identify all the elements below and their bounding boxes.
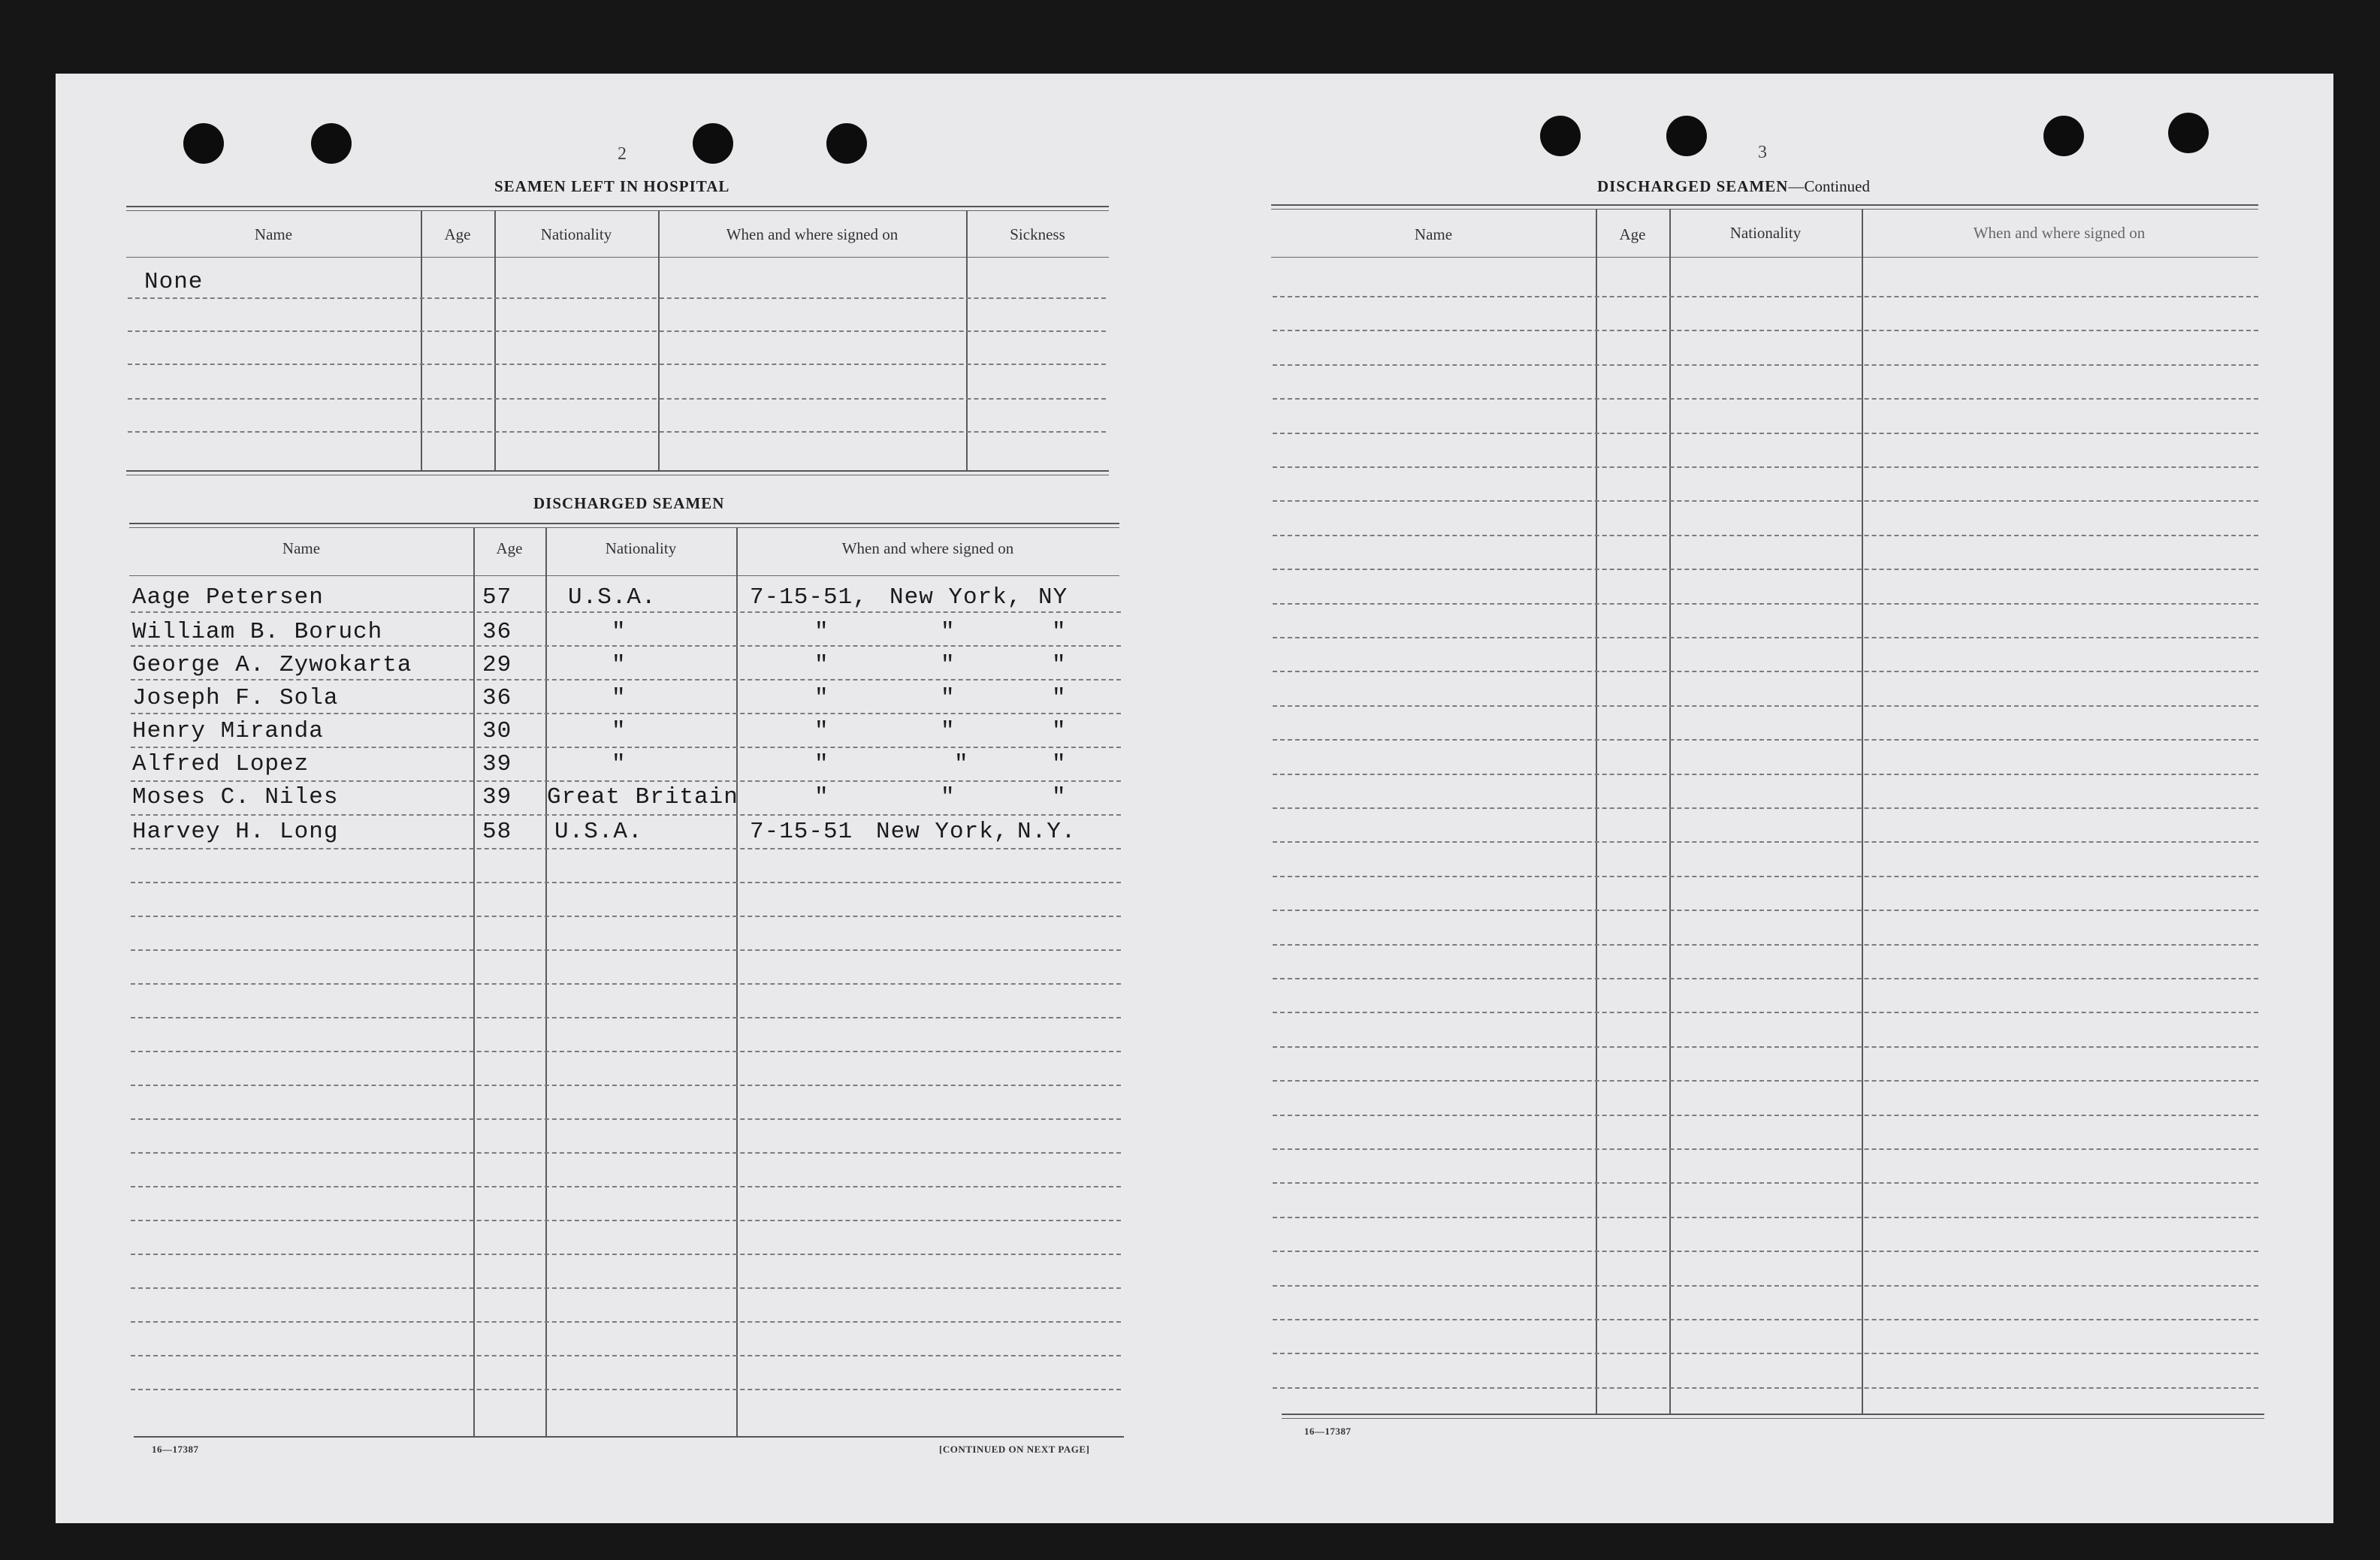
signed-on-place: New York,	[889, 584, 1022, 611]
discharged-continued-title	[1597, 177, 1870, 196]
page-number-left: 2	[618, 144, 627, 164]
signed-on-place: "	[941, 685, 956, 711]
ruling-line	[131, 1051, 1121, 1052]
seaman-nationality: U.S.A.	[568, 584, 657, 611]
ruling-line	[131, 747, 1121, 748]
ruling-line	[1273, 774, 2258, 775]
hospital-col-signed-on: When and where signed on	[726, 225, 899, 243]
ruling-line	[1273, 398, 2258, 400]
signed-on-date: 7-15-51	[750, 819, 853, 845]
form-number-right: 16—17387	[1304, 1426, 1352, 1437]
ruling-line	[1273, 569, 2258, 570]
seaman-age: 30	[482, 718, 512, 744]
ruling-line	[1273, 1217, 2258, 1218]
ruling-line	[131, 1118, 1121, 1120]
ruling-line	[1273, 1148, 2258, 1150]
signed-on-state: NY	[1038, 584, 1068, 611]
ruling-line	[131, 949, 1121, 951]
ruling-line	[131, 1389, 1121, 1390]
ruling-line	[1273, 671, 2258, 672]
seaman-age: 39	[482, 784, 512, 810]
ruling-line	[131, 645, 1121, 647]
ruling-line	[1273, 296, 2258, 297]
ruling-line	[1273, 500, 2258, 502]
signed-on-date: "	[814, 619, 829, 645]
ruling-line	[131, 983, 1121, 985]
right-col-name: Name	[1414, 225, 1453, 243]
ruling-line	[1273, 603, 2258, 605]
signed-on-date: "	[814, 685, 829, 711]
signed-on-state: "	[1052, 619, 1067, 645]
ruling-line	[131, 1085, 1121, 1086]
ruling-line	[131, 1254, 1121, 1255]
seaman-nationality: "	[612, 718, 627, 744]
signed-on-place: "	[941, 619, 956, 645]
seaman-age: 29	[482, 652, 512, 678]
ruling-line	[1273, 1182, 2258, 1184]
ruling-line	[131, 1220, 1121, 1221]
ruling-line	[1273, 705, 2258, 707]
ruling-line	[1273, 364, 2258, 366]
signed-on-state: "	[1052, 718, 1067, 744]
seaman-name: Alfred Lopez	[132, 751, 310, 777]
signed-on-place: "	[941, 718, 956, 744]
seaman-age: 39	[482, 751, 512, 777]
title-continued: —Continued	[1788, 177, 1870, 195]
seaman-name: Moses C. Niles	[132, 784, 339, 810]
ruling-line	[1273, 944, 2258, 946]
hospital-col-sickness: Sickness	[1010, 225, 1065, 243]
ruling-line	[1273, 466, 2258, 468]
signed-on-date: "	[814, 652, 829, 678]
ruling-line	[1273, 841, 2258, 843]
ruling-line	[131, 882, 1121, 883]
ruling-line	[1273, 1353, 2258, 1354]
ruling-line	[131, 1287, 1121, 1289]
signed-on-date: "	[814, 751, 829, 777]
signed-on-state: N.Y.	[1017, 819, 1077, 845]
signed-on-date: "	[814, 784, 829, 810]
right-col-age: Age	[1619, 225, 1646, 243]
seaman-name: Henry Miranda	[132, 718, 324, 744]
ruling-line	[1273, 1251, 2258, 1252]
ruling-line	[1273, 330, 2258, 331]
punch-hole	[1540, 116, 1581, 156]
ruling-line	[1273, 1387, 2258, 1389]
seaman-nationality: "	[612, 751, 627, 777]
seaman-age: 57	[482, 584, 512, 611]
signed-on-place: "	[941, 784, 956, 810]
punch-hole	[311, 123, 352, 164]
ruling-line	[131, 848, 1121, 849]
ruling-line	[1273, 739, 2258, 741]
ruling-line	[131, 780, 1121, 782]
signed-on-place: "	[954, 751, 969, 777]
ruling-line	[1273, 1115, 2258, 1116]
punch-hole	[2168, 113, 2209, 153]
seaman-nationality: "	[612, 685, 627, 711]
seaman-nationality: "	[612, 652, 627, 678]
continued-note: [CONTINUED ON NEXT PAGE]	[939, 1444, 1090, 1455]
signed-on-date: "	[814, 718, 829, 744]
signed-on-date: 7-15-51,	[750, 584, 868, 611]
seaman-name: Aage Petersen	[132, 584, 324, 611]
ruling-line	[131, 679, 1121, 680]
seaman-name: William B. Boruch	[132, 619, 383, 645]
seaman-nationality: U.S.A.	[554, 819, 643, 845]
seaman-name: Joseph F. Sola	[132, 685, 339, 711]
hospital-col-name: Name	[254, 225, 293, 243]
ruling-line	[1273, 433, 2258, 434]
discharged-col-name: Name	[282, 539, 321, 557]
seaman-age: 36	[482, 619, 512, 645]
title-main: DISCHARGED SEAMEN	[1597, 177, 1789, 195]
ruling-line	[1273, 1285, 2258, 1287]
ruling-line	[1273, 978, 2258, 979]
ruling-line	[131, 1152, 1121, 1154]
ruling-line	[131, 814, 1121, 816]
ruling-line	[1273, 637, 2258, 638]
seaman-name: George A. Zywokarta	[132, 652, 412, 678]
discharged-col-signed-on: When and where signed on	[841, 539, 1014, 557]
signed-on-state: "	[1052, 652, 1067, 678]
hospital-col-age: Age	[444, 225, 471, 243]
page-number-right: 3	[1758, 143, 1767, 162]
form-number-left: 16—17387	[152, 1444, 199, 1455]
ruling-line	[1273, 876, 2258, 877]
ruling-line	[131, 916, 1121, 917]
hospital-section-title: SEAMEN LEFT IN HOSPITAL	[494, 177, 730, 195]
seaman-nationality: Great Britain	[547, 784, 738, 810]
ruling-line	[1273, 1319, 2258, 1320]
ruling-line	[1273, 910, 2258, 911]
hospital-col-nationality: Nationality	[540, 225, 612, 243]
ruling-line	[1273, 807, 2258, 809]
seaman-nationality: "	[612, 619, 627, 645]
seaman-age: 58	[482, 819, 512, 845]
punch-hole	[183, 123, 224, 164]
document-sheet	[56, 74, 2333, 1523]
seaman-name: Harvey H. Long	[132, 819, 339, 845]
hospital-entry: None	[144, 269, 204, 295]
ruling-line	[131, 1321, 1121, 1323]
signed-on-place: New York,	[876, 819, 1009, 845]
signed-on-state: "	[1052, 685, 1067, 711]
signed-on-state: "	[1052, 784, 1067, 810]
signed-on-state: "	[1052, 751, 1067, 777]
ruling-line	[131, 713, 1121, 714]
discharged-col-nationality: Nationality	[605, 539, 677, 557]
ruling-line	[131, 1355, 1121, 1356]
right-col-signed-on: When and where signed on	[1973, 224, 2146, 242]
punch-hole	[693, 123, 733, 164]
punch-hole	[1666, 116, 1707, 156]
signed-on-place: "	[941, 652, 956, 678]
ruling-line	[131, 1186, 1121, 1187]
discharged-col-age: Age	[496, 539, 523, 557]
ruling-line	[1273, 1080, 2258, 1082]
punch-hole	[2043, 116, 2084, 156]
ruling-line	[131, 611, 1121, 613]
ruling-line	[1273, 535, 2258, 536]
ruling-line	[1273, 1046, 2258, 1048]
right-col-nationality: Nationality	[1729, 224, 1802, 242]
seaman-age: 36	[482, 685, 512, 711]
punch-hole	[826, 123, 867, 164]
discharged-section-title: DISCHARGED SEAMEN	[533, 494, 725, 512]
ruling-line	[131, 1017, 1121, 1018]
ruling-line	[1273, 1012, 2258, 1013]
